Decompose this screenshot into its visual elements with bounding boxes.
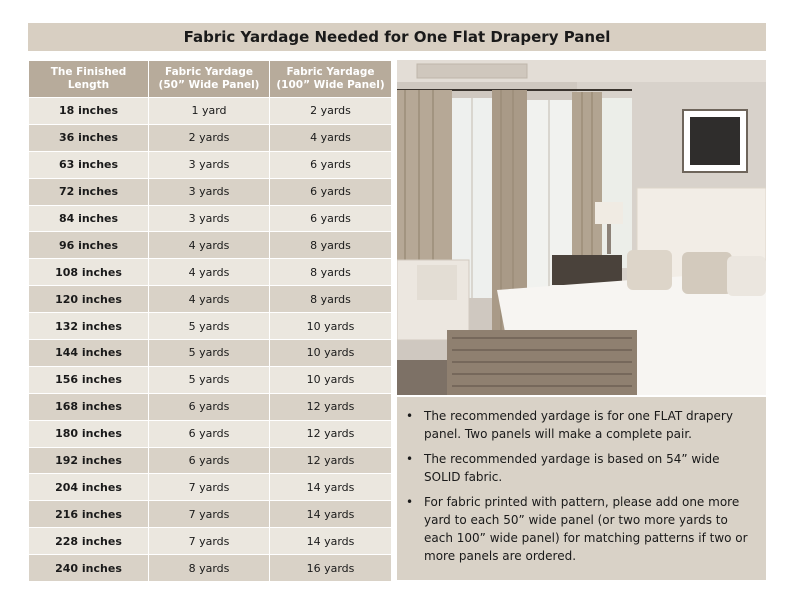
table-row xyxy=(29,393,392,420)
cell-finished-length: 72 inches xyxy=(29,178,149,205)
cell-finished-length: 120 inches xyxy=(29,286,149,313)
cell-yardage-100: 14 yards xyxy=(270,501,392,528)
cell-finished-length: 228 inches xyxy=(29,528,149,555)
table-row xyxy=(29,259,392,286)
cell-yardage-50: 6 yards xyxy=(149,420,270,447)
cell-yardage-100: 14 yards xyxy=(270,528,392,555)
bullet-icon: • xyxy=(406,409,414,423)
header-finished-length: The Finished Length xyxy=(29,61,149,98)
cell-yardage-100: 12 yards xyxy=(270,393,392,420)
cell-yardage-50: 3 yards xyxy=(149,205,270,232)
note-text: The recommended yardage is for one FLAT drapery panel. Two panels will make a complete pair. xyxy=(424,409,733,441)
note-text: The recommended yardage is based on 54” wide SOLID fabric. xyxy=(424,452,720,484)
cell-yardage-50: 7 yards xyxy=(149,528,270,555)
cell-finished-length: 84 inches xyxy=(29,205,149,232)
cell-finished-length: 132 inches xyxy=(29,313,149,340)
cell-finished-length: 18 inches xyxy=(29,98,149,125)
table-row xyxy=(29,474,392,501)
table-row xyxy=(29,555,392,582)
table-row xyxy=(29,340,392,367)
cell-yardage-100: 10 yards xyxy=(270,340,392,367)
cell-yardage-100: 6 yards xyxy=(270,178,392,205)
cell-yardage-50: 2 yards xyxy=(149,124,270,151)
cell-finished-length: 168 inches xyxy=(29,393,149,420)
page-title: Fabric Yardage Needed for One Flat Drapery Panel xyxy=(183,28,611,46)
table-body xyxy=(29,98,392,582)
cell-yardage-100: 12 yards xyxy=(270,420,392,447)
cell-yardage-50: 5 yards xyxy=(149,340,270,367)
cell-yardage-100: 12 yards xyxy=(270,447,392,474)
table-row xyxy=(29,151,392,178)
cell-finished-length: 204 inches xyxy=(29,474,149,501)
cell-yardage-100: 8 yards xyxy=(270,232,392,259)
table-row xyxy=(29,178,392,205)
bullet-icon: • xyxy=(406,452,414,466)
cell-yardage-50: 5 yards xyxy=(149,313,270,340)
table-row xyxy=(29,366,392,393)
table-header-row xyxy=(29,61,392,98)
note-item xyxy=(403,450,758,486)
cell-yardage-50: 7 yards xyxy=(149,474,270,501)
cell-finished-length: 156 inches xyxy=(29,366,149,393)
note-text: For fabric printed with pattern, please add one more yard to each 50” wide panel (or two more yards to each 100” wide panel) for matching patterns if two or more panels are ordered. xyxy=(424,495,748,563)
cell-finished-length: 108 inches xyxy=(29,259,149,286)
cell-finished-length: 192 inches xyxy=(29,447,149,474)
title-banner xyxy=(28,23,766,51)
cell-yardage-100: 6 yards xyxy=(270,151,392,178)
cell-finished-length: 96 inches xyxy=(29,232,149,259)
note-item xyxy=(403,407,758,443)
cell-yardage-50: 4 yards xyxy=(149,286,270,313)
cell-yardage-100: 14 yards xyxy=(270,474,392,501)
cell-finished-length: 240 inches xyxy=(29,555,149,582)
bedroom-illustration xyxy=(397,60,766,395)
cell-yardage-50: 7 yards xyxy=(149,501,270,528)
cell-yardage-50: 1 yard xyxy=(149,98,270,125)
cell-yardage-100: 8 yards xyxy=(270,259,392,286)
cell-yardage-50: 6 yards xyxy=(149,393,270,420)
cell-yardage-50: 5 yards xyxy=(149,366,270,393)
cell-yardage-50: 3 yards xyxy=(149,151,270,178)
cell-yardage-100: 10 yards xyxy=(270,313,392,340)
table-row xyxy=(29,124,392,151)
header-100-wide: Fabric Yardage (100” Wide Panel) xyxy=(270,61,392,98)
table-row xyxy=(29,528,392,555)
table-row xyxy=(29,313,392,340)
notes-panel xyxy=(397,397,766,580)
header-50-wide: Fabric Yardage (50” Wide Panel) xyxy=(149,61,270,98)
cell-yardage-50: 4 yards xyxy=(149,232,270,259)
note-item xyxy=(403,493,758,565)
cell-yardage-100: 4 yards xyxy=(270,124,392,151)
table-row xyxy=(29,501,392,528)
cell-finished-length: 180 inches xyxy=(29,420,149,447)
cell-yardage-100: 2 yards xyxy=(270,98,392,125)
yardage-table xyxy=(28,60,392,582)
table-row xyxy=(29,232,392,259)
table-row xyxy=(29,286,392,313)
cell-yardage-50: 4 yards xyxy=(149,259,270,286)
bedroom-photo xyxy=(397,60,766,395)
cell-finished-length: 36 inches xyxy=(29,124,149,151)
cell-finished-length: 216 inches xyxy=(29,501,149,528)
cell-yardage-100: 6 yards xyxy=(270,205,392,232)
cell-yardage-100: 10 yards xyxy=(270,366,392,393)
notes-list xyxy=(403,407,758,565)
table-row xyxy=(29,205,392,232)
cell-yardage-50: 3 yards xyxy=(149,178,270,205)
bullet-icon: • xyxy=(406,495,414,509)
cell-finished-length: 144 inches xyxy=(29,340,149,367)
cell-finished-length: 63 inches xyxy=(29,151,149,178)
table-row xyxy=(29,98,392,125)
cell-yardage-100: 8 yards xyxy=(270,286,392,313)
cell-yardage-100: 16 yards xyxy=(270,555,392,582)
table-row xyxy=(29,447,392,474)
cell-yardage-50: 8 yards xyxy=(149,555,270,582)
cell-yardage-50: 6 yards xyxy=(149,447,270,474)
table-row xyxy=(29,420,392,447)
